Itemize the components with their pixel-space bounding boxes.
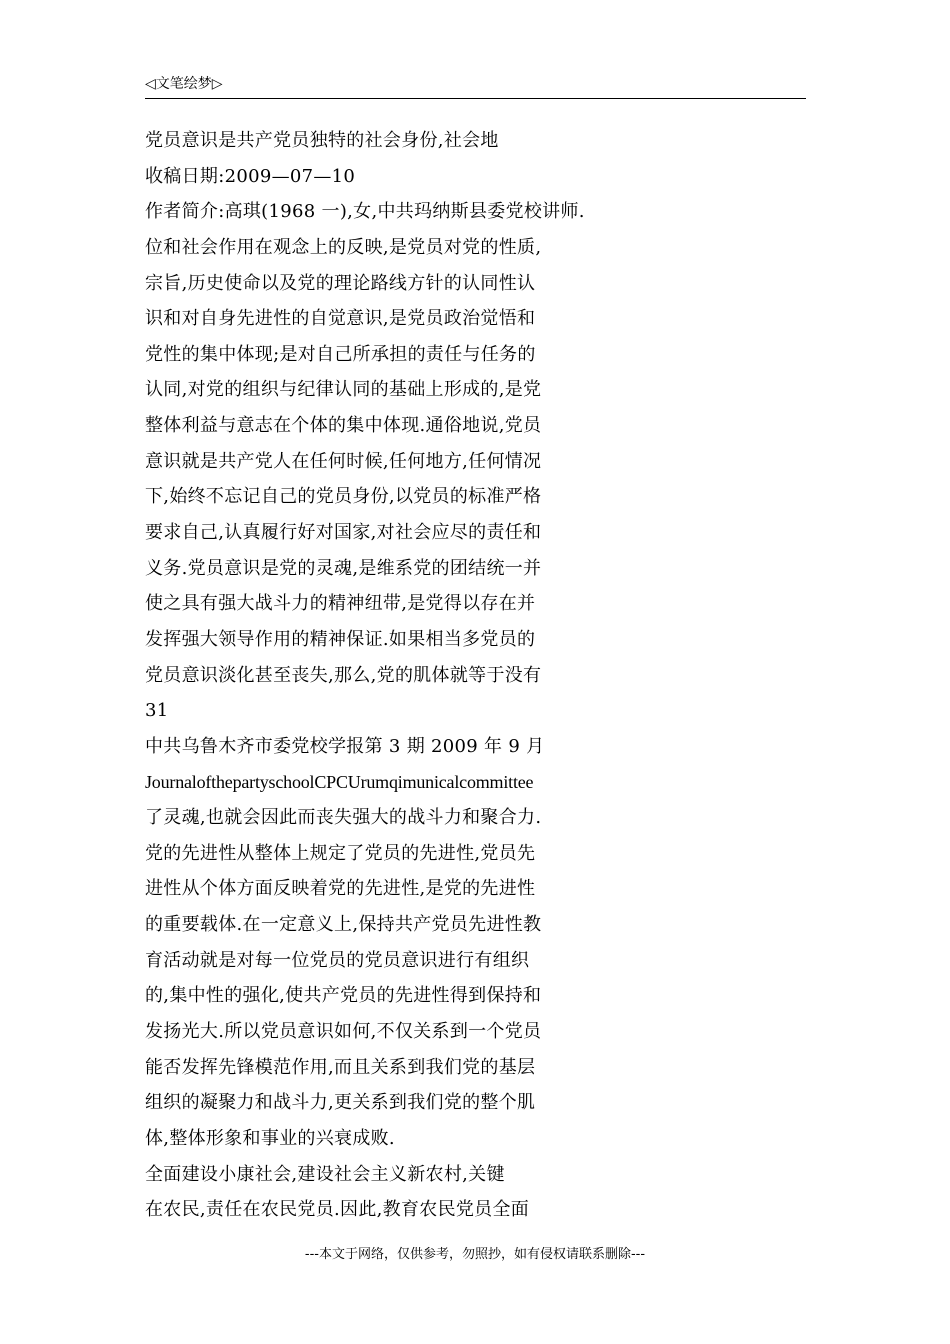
text-line: 党员意识淡化甚至丧失,那么,党的肌体就等于没有 — [145, 664, 542, 686]
text-line: 组织的凝聚力和战斗力,更关系到我们党的整个肌 — [145, 1092, 536, 1114]
page-header — [145, 74, 806, 99]
text-line: 进性从个体方面反映着党的先进性,是党的先进性 — [145, 878, 536, 900]
text-line: 的重要载体.在一定意义上,保持共产党员先进性教 — [145, 914, 542, 936]
text-line: 位和社会作用在观念上的反映,是党员对党的性质, — [145, 236, 542, 258]
text-line: 认同,对党的组织与纪律认同的基础上形成的,是党 — [145, 379, 542, 401]
text-line: 宗旨,历史使命以及党的理论路线方针的认同性认 — [145, 272, 536, 294]
document-body — [145, 123, 785, 1228]
text-line: 党员意识是共产党员独特的社会身份,社会地 — [145, 130, 499, 151]
text-line: 体,整体形象和事业的兴衰成败. — [145, 1127, 395, 1149]
text-line: 要求自己,认真履行好对国家,对社会应尽的责任和 — [145, 522, 542, 544]
received-date-line: 收稿日期:2009—07—10 — [145, 165, 356, 187]
text-line: 下,始终不忘记自己的党员身份,以党员的标准严格 — [145, 486, 542, 508]
text-line: 发挥强大领导作用的精神保证.如果相当多党员的 — [145, 628, 536, 650]
journal-english-line: JournalofthepartyschoolCPCUrumqimunicalcommittee — [145, 771, 534, 792]
text-line: 育活动就是对每一位党员的党员意识进行有组织 — [145, 949, 530, 971]
text-line: 党的先进性从整体上规定了党员的先进性,党员先 — [145, 842, 536, 864]
text-line: 党性的集中体现;是对自己所承担的责任与任务的 — [145, 343, 536, 365]
text-line: 义务.党员意识是党的灵魂,是维系党的团结统一并 — [145, 557, 542, 579]
text-line: 能否发挥先锋模范作用,而且关系到我们党的基层 — [145, 1056, 536, 1078]
text-line: 了灵魂,也就会因此而丧失强大的战斗力和聚合力. — [145, 807, 542, 829]
footer-notice: ---本文于网络，仅供参考，勿照抄，如有侵权请联系删除--- — [304, 1247, 646, 1262]
header-brand: ◁文笔绘梦▷ — [145, 76, 223, 92]
text-line: 识和对自身先进性的自觉意识,是党员政治觉悟和 — [145, 308, 536, 330]
journal-title-line: 中共乌鲁木齐市委党校学报第 3 期 2009 年 9 月 — [145, 735, 545, 757]
text-line: 意识就是共产党人在任何时候,任何地方,任何情况 — [145, 450, 542, 472]
text-line: 的,集中性的强化,使共产党员的先进性得到保持和 — [145, 985, 542, 1007]
text-line: 在农民,责任在农民党员.因此,教育农民党员全面 — [145, 1199, 530, 1221]
text-line: 整体利益与意志在个体的集中体现.通俗地说,党员 — [145, 415, 542, 437]
page-number: 31 — [145, 700, 169, 722]
text-line: 全面建设小康社会,建设社会主义新农村,关键 — [145, 1163, 505, 1185]
text-line: 使之具有强大战斗力的精神纽带,是党得以存在并 — [145, 593, 536, 615]
author-bio-line: 作者简介:高琪(1968 一),女,中共玛纳斯县委党校讲师. — [145, 201, 585, 223]
text-line: 发扬光大.所以党员意识如何,不仅关系到一个党员 — [145, 1021, 542, 1043]
